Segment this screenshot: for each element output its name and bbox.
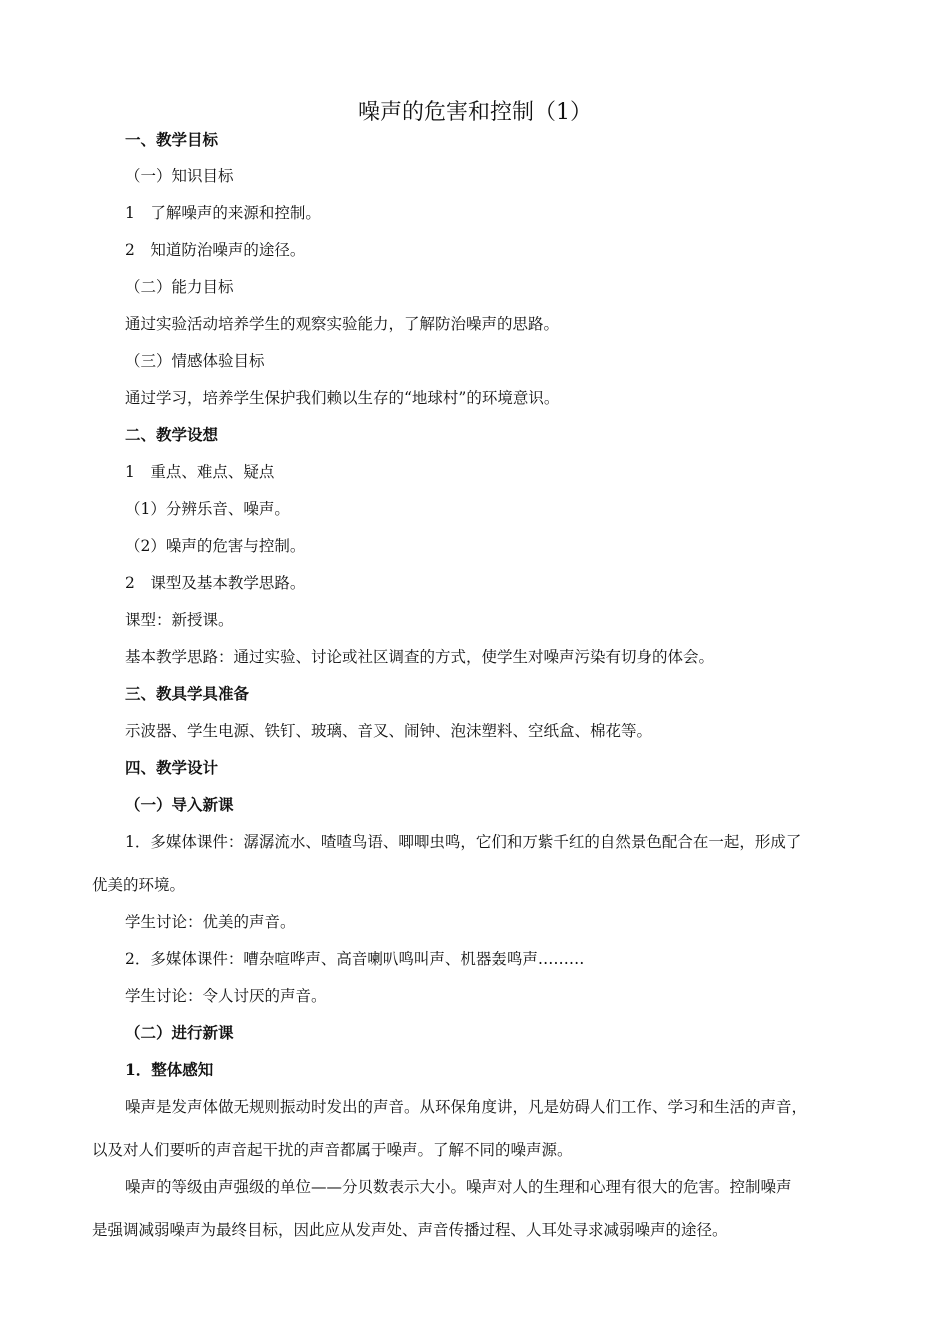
- paragraph: 通过学习，培养学生保护我们赖以生存的“地球村”的环境意识。: [125, 389, 560, 407]
- subsection-heading: （一）导入新课: [125, 795, 234, 814]
- section-heading: 三、教具学具准备: [125, 684, 250, 703]
- subsection-heading: （一）知识目标: [125, 167, 234, 185]
- list-item: （1）分辨乐音、噪声。: [125, 500, 290, 518]
- paragraph-continuation: 以及对人们要听的声音起干扰的声音都属于噪声。了解不同的噪声源。: [92, 1141, 573, 1159]
- paragraph: 学生讨论：令人讨厌的声音。: [125, 987, 327, 1005]
- paragraph: 基本教学思路：通过实验、讨论或社区调查的方式，使学生对噪声污染有切身的体会。: [125, 648, 715, 666]
- section-heading: 四、教学设计: [125, 758, 219, 777]
- paragraph: 1．多媒体课件：潺潺流水、喳喳鸟语、唧唧虫鸣，它们和万紫千红的自然景色配合在一起，形成了: [125, 833, 802, 851]
- paragraph-continuation: 是强调减弱噪声为最终目标，因此应从发声处、声音传播过程、人耳处寻求减弱噪声的途径。: [92, 1221, 728, 1239]
- paragraph: 学生讨论：优美的声音。: [125, 913, 296, 931]
- paragraph-continuation: 优美的环境。: [92, 876, 186, 894]
- paragraph: 通过实验活动培养学生的观察实验能力，了解防治噪声的思路。: [125, 315, 560, 333]
- list-item: （2）噪声的危害与控制。: [125, 537, 306, 555]
- paragraph: 课型：新授课。: [125, 611, 234, 629]
- section-heading: 一、教学目标: [125, 130, 219, 149]
- subsection-heading: （二）进行新课: [125, 1023, 234, 1042]
- subsection-heading: （三）情感体验目标: [125, 352, 265, 370]
- page-title: 噪声的危害和控制（1）: [358, 100, 592, 125]
- subsection-heading: 1．整体感知: [125, 1060, 214, 1079]
- section-heading: 二、教学设想: [125, 425, 219, 444]
- list-item: 1 了解噪声的来源和控制。: [125, 204, 321, 222]
- list-item: 1 重点、难点、疑点: [125, 463, 275, 481]
- paragraph: 噪声的等级由声强级的单位——分贝数表示大小。噪声对人的生理和心理有很大的危害。控制噪声: [125, 1178, 792, 1196]
- subsection-heading: （二）能力目标: [125, 278, 234, 296]
- paragraph: 示波器、学生电源、铁钉、玻璃、音叉、闹钟、泡沫塑料、空纸盒、棉花等。: [125, 722, 653, 740]
- paragraph: 噪声是发声体做无规则振动时发出的声音。从环保角度讲，凡是妨碍人们工作、学习和生活的声音，: [125, 1098, 808, 1116]
- paragraph: 2．多媒体课件：嘈杂喧哗声、高音喇叭鸣叫声、机器轰鸣声………: [125, 950, 585, 968]
- list-item: 2 知道防治噪声的途径。: [125, 241, 306, 259]
- list-item: 2 课型及基本教学思路。: [125, 574, 306, 592]
